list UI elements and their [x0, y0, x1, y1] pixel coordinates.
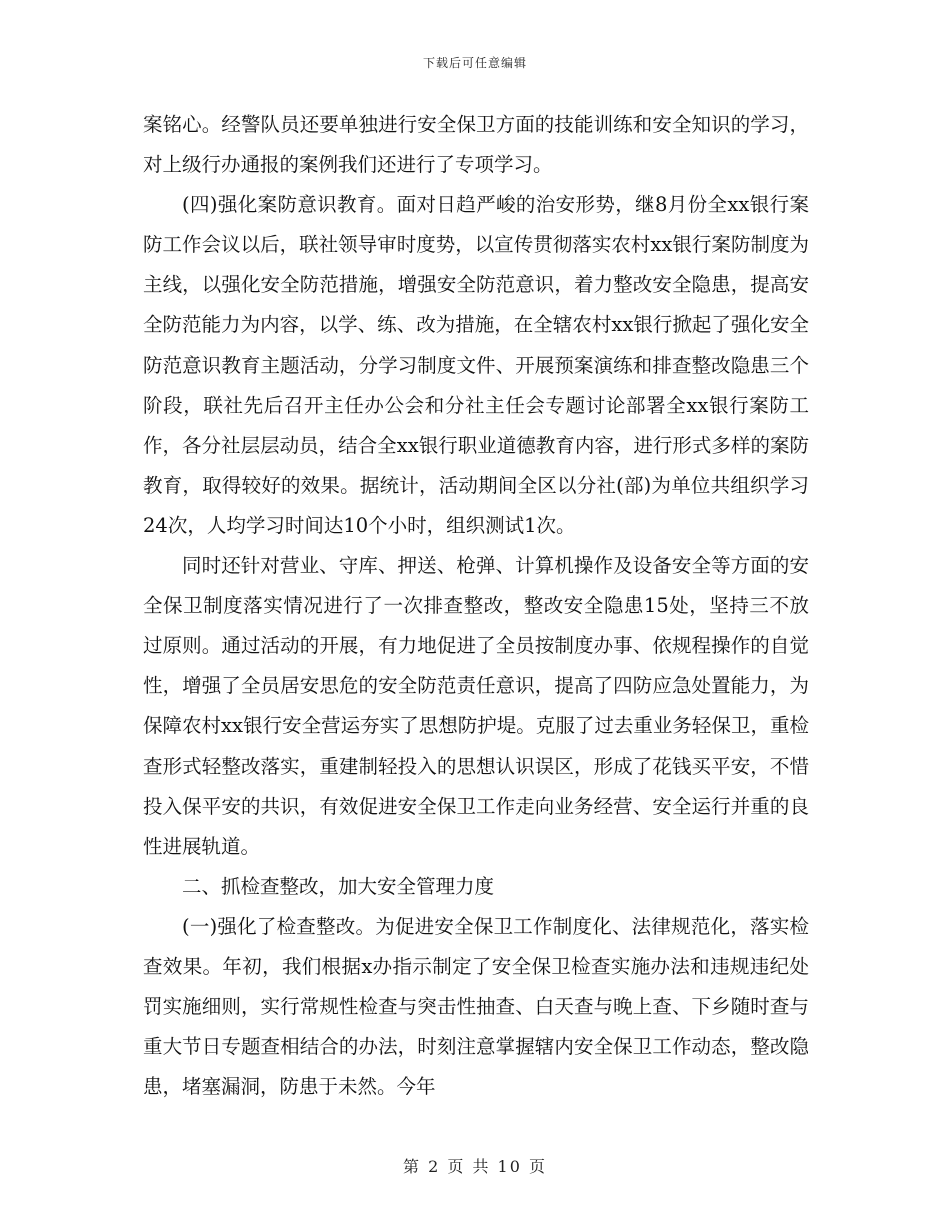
- document-body: [143, 105, 809, 1107]
- paragraph-continuation: 案铭心。经警队员还要单独进行安全保卫方面的技能训练和安全知识的学习，对上级行办通报的案例我们还进行了专项学习。: [143, 113, 809, 177]
- page-header: 下载后可任意编辑: [422, 56, 527, 70]
- page-number-footer: 第 2 页 共 10 页: [403, 1157, 547, 1176]
- paragraph-case-prevention-education: (四)强化案防意识教育。面对日趋严峻的治安形势，继8月份全xx银行案防工作会议以后，联社领导审时度势，以宣传贯彻落实农村xx银行案防制度为主线，以强化安全防范措施，增强安全防范意识，着力整改安全隐患，提高安全防范能力为内容，以学、练、改为措施，在全辖农村xx银行掀起了强化安全防范意识教育主题活动，分学习制度文件、开展预案演练和排查整改隐患三个阶段，联社先后召开主任办公会和分社主任会专题讨论部署全xx银行案防工作，各分社层层动员，结合全xx银行职业道德教育内容，进行形式多样的案防教育，取得较好的效果。据统计，活动期间全区以分社(部)为单位共组织学习24次，人均学习时间达10个小时，组织测试1次。: [143, 193, 809, 537]
- paragraph-strengthen-inspection: (一)强化了检查整改。为促进安全保卫工作制度化、法律规范化，落实检查效果。年初，我们根据x办指示制定了安全保卫检查实施办法和违规违纪处罚实施细则，实行常规性检查与突击性抽查、白天查与晚上查、下乡随时查与重大节日专题查相结合的办法，时刻注意掌握辖内安全保卫工作动态，整改隐患，堵塞漏洞，防患于未然。今年: [143, 914, 809, 1099]
- section-heading-2: 二、抓检查整改，加大安全管理力度: [182, 874, 495, 898]
- paragraph-inspection-rectification: 同时还针对营业、守库、押送、枪弹、计算机操作及设备安全等方面的安全保卫制度落实情况进行了一次排查整改，整改安全隐患15处，坚持三不放过原则。通过活动的开展，有力地促进了全员按制度办事、依规程操作的自觉性，增强了全员居安思危的安全防范责任意识，提高了四防应急处置能力，为保障农村xx银行安全营运夯实了思想防护堤。克服了过去重业务轻保卫，重检查形式轻整改落实，重建制轻投入的思想认识误区，形成了花钱买平安，不惜投入保平安的共识，有效促进安全保卫工作走向业务经营、安全运行并重的良性进展轨道。: [143, 554, 809, 858]
